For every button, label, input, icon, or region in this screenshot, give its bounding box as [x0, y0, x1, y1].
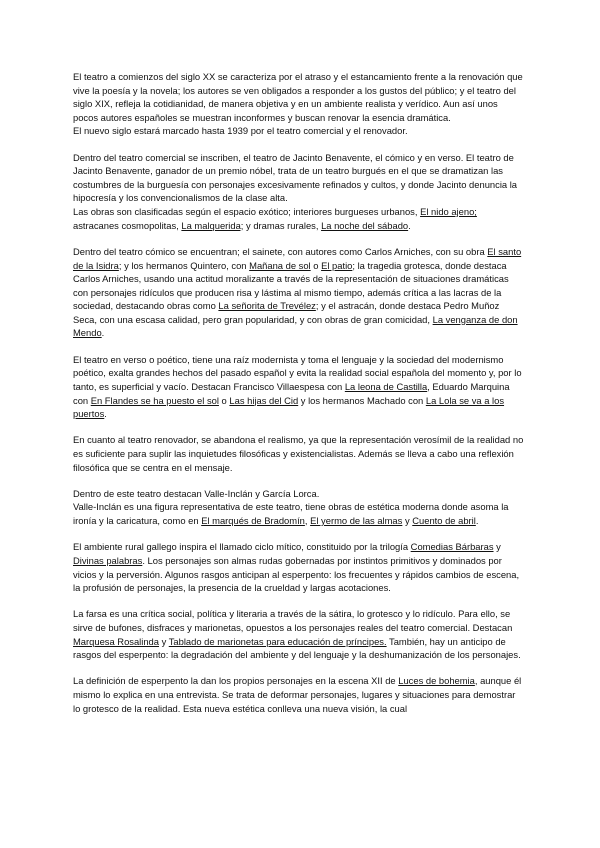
text-run: También, hay un anticipo de rasgos del esperpento: la degradación del ambiente y del lenguaje y la deshumanización de los personajes. [73, 635, 521, 661]
work-title: Divinas palabras [73, 554, 143, 566]
work-title: Marquesa Rosalinda [73, 635, 159, 647]
text-run: o [218, 394, 230, 406]
paragraph-commercial-theatre: Dentro del teatro comercial se inscriben, el teatro de Jacinto Benavente, el cómico y en verso. El teatro de Jacinto Benavente, ganador de un premio nóbel, trata de un teatro burgués en el que se dramatizan las costumbres de la burguesía con personajes excesivamente refinados y cultos, y donde Jacinto denuncia la hipocresía y los convencionalismos de la clase alta. [73, 151, 518, 204]
text-run: astracanes cosmopolitas, [73, 219, 182, 231]
work-title: La Lola se va a los puertos [73, 394, 505, 420]
text-run: y [159, 635, 169, 647]
work-title: El nido ajeno; [420, 206, 477, 218]
work-title: El yermo de las almas [310, 515, 403, 527]
text-run: o [310, 259, 322, 271]
text-run: Dentro del teatro cómico se encuentran; el sainete, con autores como Carlos Arniches, con su obra [73, 245, 488, 257]
work-title: La malquerida; [181, 219, 244, 231]
work-title: El patio [321, 259, 353, 271]
text-run: y dramas rurales, [243, 219, 322, 231]
paragraph-intro: El teatro a comienzos del siglo XX se caracteriza por el atraso y el estancamiento frente a la renovación que vive la poesía y la novela; los autores se ven obligados a responder a los gustos del público; y el teatro del siglo XIX, refleja la cotidianidad, de manera objetiva y en un ambiente realista y verídico. Aun así unos pocos autores españoles se muestran inconformes y buscan renovar la esencia dramática. [73, 71, 523, 123]
paragraph-verse-theatre [73, 353, 525, 421]
work-title: Tablado de marionetas para educación de príncipes. [168, 635, 387, 647]
work-title: Cuento de abril [412, 515, 476, 527]
work-title: Luces de bohemia [398, 675, 475, 687]
work-title: Mañana de sol [249, 259, 311, 271]
work-title: El marqués de Bradomín [201, 515, 305, 527]
paragraph-valle-inclan [73, 500, 525, 527]
text-run: La definición de esperpento la dan los propios personajes en la escena XII de [73, 675, 399, 687]
paragraph-new-century: El nuevo siglo estará marcado hasta 1939 por el teatro comercial y el renovador. [73, 125, 408, 137]
text-run: Valle-Inclán es una figura representativa de este teatro, tiene obras de estética moderna donde asoma la ironía y la caricatura, como en [73, 501, 509, 527]
text-run: . [408, 219, 411, 231]
work-title: La venganza de don Mendo [73, 313, 518, 339]
text-run: El teatro en verso o poético, tiene una raíz modernista y toma el lenguaje y la sociedad del modernismo poético, exalta grandes hechos del pasado español y evita la realidad social española del momento y, por lo tanto, es superficial y vacío. Destacan Francisco Villaespesa con [73, 353, 522, 392]
paragraph-esperpento [73, 674, 525, 715]
text-run: y los hermanos Machado con [298, 394, 426, 406]
work-title: En Flandes se ha puesto el sol [90, 394, 219, 406]
work-title: La noche del sábado [321, 219, 409, 231]
work-title: La leona de Castilla [344, 380, 428, 392]
paragraph-farce [73, 607, 525, 661]
text-run: , [304, 515, 311, 527]
text-run: . Los personajes son almas rudas gobernadas por instintos primitivos y dominados por vicios y la perversión. Algunos rasgos anticipan al esperpento: los frecuentes y rápidos cambios de escena, la profusión de personajes, la presencia de la crueldad y largas acotaciones. [73, 554, 520, 594]
paragraph-classification [73, 205, 525, 232]
paragraph-mythic-cycle [73, 540, 525, 594]
text-run: El ambiente rural gallego inspira el llamado ciclo mítico, constituido por la trilogía [73, 541, 411, 553]
work-title: Comedias Bárbaras [410, 541, 494, 553]
text-run: y [402, 515, 413, 527]
paragraph-renovating-theatre: En cuanto al teatro renovador, se abandona el realismo, ya que la representación verosímil de la realidad no es suficiente para suplir las inquietudes filosóficas y existencialistas. Además se lleva a cabo una reflexión filosófica que se centra en el mensaje. [73, 434, 524, 473]
text-run: , aunque él mismo lo explica en una entrevista. Se trata de deformar personajes, lugares y situaciones para demostrar lo grotesco de la realidad. Esta nueva estética conlleva una nueva visión, la cual [73, 675, 522, 714]
paragraph-authors: Dentro de este teatro destacan Valle-Inclán y García Lorca. [73, 487, 320, 499]
work-title: El santo de la Isidra [73, 245, 522, 271]
work-title: Las hijas del Cid [229, 394, 299, 406]
text-run: ; y los hermanos Quintero, con [118, 259, 250, 271]
text-run: La farsa es una crítica social, política y literaria a través de la sátira, lo grotesco y lo ridículo. Para ello, se sirve de bufones, disfraces y marionetas, opuestos a los personajes reales del teatro comercial. Destacan [73, 608, 513, 633]
paragraph-comic-theatre [73, 245, 525, 340]
text-run: . [475, 515, 479, 527]
text-run: , Eduardo Marquina con [73, 380, 510, 406]
work-title: La señorita de Trevélez [218, 300, 316, 312]
text-run: . [104, 408, 107, 420]
text-run: Las obras son clasificadas según el espacio exótico; interiores burgueses urbanos, [73, 206, 421, 218]
text-run: . [101, 327, 105, 339]
text-run: y [493, 541, 501, 553]
text-run: ; y el astracán, donde destaca Pedro Muñoz Seca, con una escasa calidad, pero gran popularidad, y con obras de gran comicidad, [73, 300, 500, 325]
text-run: ; la tragedia grotesca, donde destaca Carlos Arniches, usando una actitud moralizante a través de la representación de situaciones dramáticas con personajes ridículos que producen risa y lástima al mismo tiempo, además crítica a las lacras de la sociedad, destacando obras como [73, 259, 509, 312]
document-page [73, 70, 525, 715]
